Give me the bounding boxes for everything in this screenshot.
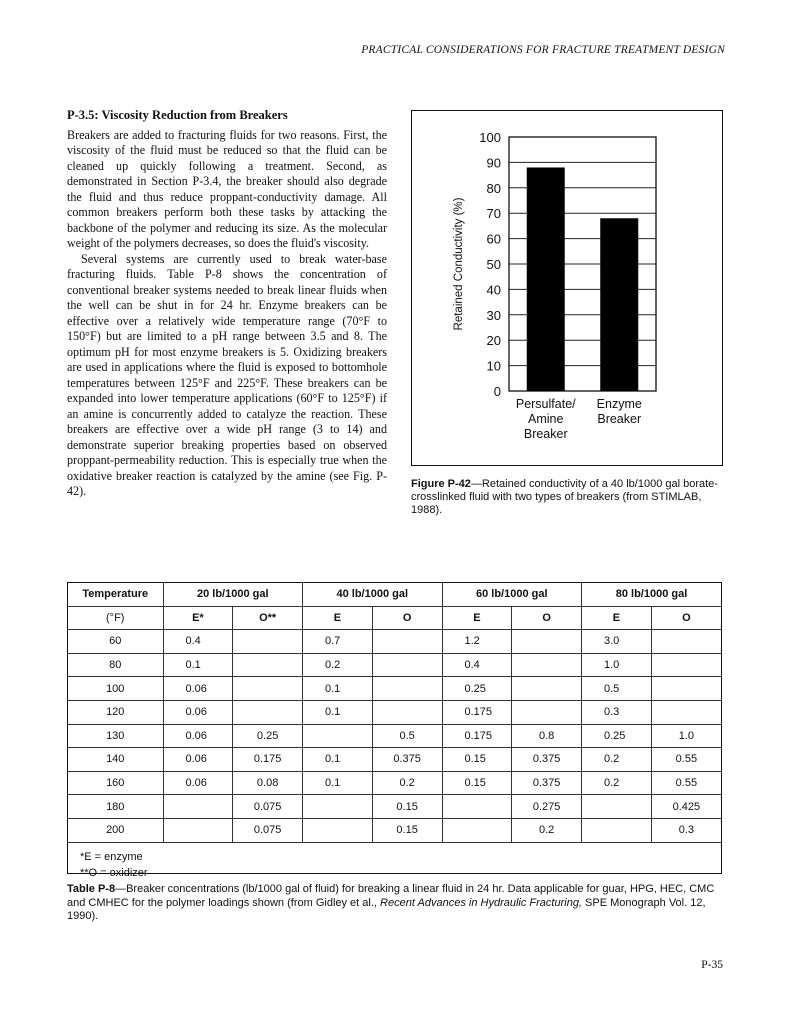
- value-cell: 0.06: [163, 677, 233, 701]
- sub-header-e: E*: [163, 606, 233, 630]
- table-row: [68, 771, 721, 795]
- value-cell: 0.7: [303, 630, 373, 654]
- sub-header-e: E: [442, 606, 512, 630]
- group-header-80: 80 lb/1000 gal: [582, 583, 722, 606]
- sub-header-o: O: [512, 606, 582, 630]
- table-label: Table P-8: [67, 883, 116, 895]
- x-category-label: Persulfate/: [515, 397, 576, 411]
- table-caption: [67, 883, 723, 924]
- sub-header-o: O**: [233, 606, 303, 630]
- value-cell: [372, 630, 442, 654]
- sub-header-e: E: [303, 606, 373, 630]
- value-cell: [372, 653, 442, 677]
- value-cell: 0.3: [582, 700, 652, 724]
- table-row: [68, 748, 721, 772]
- value-cell: 0.15: [442, 748, 512, 772]
- table-row: [68, 795, 721, 819]
- value-cell: 0.275: [512, 795, 582, 819]
- value-cell: [233, 653, 303, 677]
- table-sub-header-row: [68, 606, 721, 630]
- value-cell: 0.2: [582, 748, 652, 772]
- value-cell: [233, 700, 303, 724]
- value-cell: 0.425: [651, 795, 721, 819]
- value-cell: 0.175: [442, 700, 512, 724]
- value-cell: 0.15: [372, 818, 442, 842]
- table-row: [68, 630, 721, 654]
- value-cell: 0.375: [372, 748, 442, 772]
- value-cell: [651, 700, 721, 724]
- value-cell: 0.06: [163, 700, 233, 724]
- value-cell: [163, 795, 233, 819]
- value-cell: [582, 795, 652, 819]
- value-cell: 0.075: [233, 818, 303, 842]
- value-cell: 0.175: [233, 748, 303, 772]
- group-header-20: 20 lb/1000 gal: [163, 583, 303, 606]
- value-cell: 0.06: [163, 748, 233, 772]
- value-cell: 0.25: [442, 677, 512, 701]
- body-paragraph: Breakers are added to fracturing fluids for two reasons. First, the viscosity of the fluid must be reduced so that the fluid can be cleaned up quickly following a treatment. Second, as demonstrated in Section P-3.4, the breaker should also degrade the fluid and thus reduce proppant-conductivity damage. All common breakers perform both these tasks by attacking the backbone of the polymer and reducing its size. As the molecular weight of the polymers decreases, so does the fluid's viscosity.: [67, 127, 387, 250]
- value-cell: 0.4: [163, 630, 233, 654]
- bar: [527, 167, 565, 391]
- temperature-cell: 130: [68, 724, 163, 748]
- value-cell: [372, 700, 442, 724]
- y-tick-label: 0: [493, 384, 501, 399]
- y-tick-label: 90: [486, 155, 501, 171]
- value-cell: 3.0: [582, 630, 652, 654]
- value-cell: [442, 795, 512, 819]
- value-cell: 0.08: [233, 771, 303, 795]
- value-cell: 0.5: [582, 677, 652, 701]
- y-tick-label: 70: [486, 206, 501, 222]
- y-tick-label: 10: [486, 358, 501, 374]
- value-cell: 0.1: [163, 653, 233, 677]
- value-cell: 0.25: [233, 724, 303, 748]
- value-cell: 0.2: [303, 653, 373, 677]
- figure-label: Figure P-42: [411, 478, 471, 490]
- x-category-label: Enzyme: [596, 397, 642, 411]
- value-cell: 0.8: [512, 724, 582, 748]
- value-cell: [512, 700, 582, 724]
- temperature-cell: 120: [68, 700, 163, 724]
- body-section: [67, 108, 387, 500]
- value-cell: 0.55: [651, 771, 721, 795]
- figure-caption-text: —Retained conductivity of a 40 lb/1000 gal borate-crosslinked fluid with two types of breakers (from STIMLAB, 1988).: [411, 478, 718, 516]
- value-cell: 0.4: [442, 653, 512, 677]
- table-group-header-row: [68, 583, 721, 606]
- value-cell: [303, 724, 373, 748]
- value-cell: [442, 818, 512, 842]
- value-cell: 0.15: [372, 795, 442, 819]
- y-tick-label: 100: [479, 130, 501, 145]
- page-number: P-35: [701, 959, 723, 971]
- value-cell: 0.55: [651, 748, 721, 772]
- value-cell: [512, 630, 582, 654]
- figure-caption: [411, 478, 721, 517]
- temperature-cell: 100: [68, 677, 163, 701]
- value-cell: 0.1: [303, 677, 373, 701]
- value-cell: 0.3: [651, 818, 721, 842]
- table-p8: [67, 582, 722, 879]
- table-row: [68, 818, 721, 842]
- y-tick-label: 30: [486, 307, 501, 323]
- col-header-unit: (°F): [68, 606, 163, 630]
- value-cell: [651, 677, 721, 701]
- temperature-cell: 80: [68, 653, 163, 677]
- figure-p42: [411, 110, 723, 466]
- value-cell: [582, 818, 652, 842]
- value-cell: 0.075: [233, 795, 303, 819]
- value-cell: 0.2: [372, 771, 442, 795]
- y-tick-label: 80: [486, 180, 501, 196]
- value-cell: 0.375: [512, 748, 582, 772]
- value-cell: [651, 653, 721, 677]
- group-header-40: 40 lb/1000 gal: [303, 583, 443, 606]
- value-cell: 0.5: [372, 724, 442, 748]
- value-cell: [512, 653, 582, 677]
- body-paragraph: Several systems are currently used to break water-base fracturing fluids. Table P-8 shows the concentration of conventional breaker systems needed to break linear fluids when the well can be shut in for 24 hr. Enzyme breakers can be effective over a relatively wide temperature range (70°F to 150°F) but are limited to a pH range between 3.5 and 8. The optimum pH for most enzyme breakers is 5. Oxidizing breakers are used in applications where the fluid is exposed to bottomhole temperatures between 125°F and 225°F. These breakers can be expanded into lower temperature applications (60°F to 125°F) if an amine is concurrently added to catalyze the reaction. These breakers are effective over a wide pH range (3 to 14) and demonstrate superior breaking properties based on observed proppant-permeability reduction. This is especially true when the oxidative breaker reaction is catalyzed by the amine (see Fig. P-42).: [67, 251, 387, 498]
- value-cell: 1.0: [582, 653, 652, 677]
- breaker-table: [68, 583, 721, 843]
- table-row: [68, 700, 721, 724]
- value-cell: [163, 818, 233, 842]
- value-cell: [372, 677, 442, 701]
- value-cell: 0.175: [442, 724, 512, 748]
- value-cell: 1.2: [442, 630, 512, 654]
- y-axis-label: Retained Conductivity (%): [453, 197, 465, 331]
- temperature-cell: 200: [68, 818, 163, 842]
- value-cell: 0.2: [582, 771, 652, 795]
- bar: [600, 218, 638, 391]
- y-tick-label: 60: [486, 231, 501, 247]
- x-category-label: Breaker: [597, 412, 642, 426]
- table-caption-text: —Breaker concentrations (lb/1000 gal of fluid) for breaking a linear fluid in 24 hr. Data applicable for guar, HPG, HEC, CMC and CMHEC for the polymer loadings shown (from Gidley et al.,: [67, 883, 715, 909]
- y-tick-label: 20: [486, 333, 501, 349]
- table-row: [68, 724, 721, 748]
- sub-header-o: O: [372, 606, 442, 630]
- section-heading: P-3.5: Viscosity Reduction from Breakers: [67, 108, 288, 122]
- value-cell: 0.375: [512, 771, 582, 795]
- sub-header-e: E: [582, 606, 652, 630]
- col-header-temperature: Temperature: [68, 583, 163, 606]
- value-cell: 0.1: [303, 771, 373, 795]
- temperature-cell: 180: [68, 795, 163, 819]
- value-cell: [303, 795, 373, 819]
- table-notes: [68, 843, 721, 881]
- value-cell: [233, 630, 303, 654]
- value-cell: 0.15: [442, 771, 512, 795]
- table-row: [68, 653, 721, 677]
- table-caption-italic: Recent Advances in Hydraulic Fracturing,: [380, 896, 582, 909]
- temperature-cell: 160: [68, 771, 163, 795]
- y-tick-label: 50: [486, 257, 501, 272]
- temperature-cell: 60: [68, 630, 163, 654]
- table-row: [68, 677, 721, 701]
- value-cell: [651, 630, 721, 654]
- table-caption-text: SPE Monograph Vol. 12, 1990).: [67, 896, 706, 922]
- value-cell: 0.1: [303, 700, 373, 724]
- table-note: **O = oxidizer: [80, 866, 148, 879]
- value-cell: 0.06: [163, 771, 233, 795]
- x-category-label: Amine: [528, 412, 564, 426]
- x-category-label: Breaker: [523, 427, 568, 441]
- value-cell: [233, 677, 303, 701]
- value-cell: 0.1: [303, 748, 373, 772]
- running-header: PRACTICAL CONSIDERATIONS FOR FRACTURE TREATMENT DESIGN: [361, 44, 725, 56]
- bar-chart: [412, 111, 722, 465]
- value-cell: 0.2: [512, 818, 582, 842]
- value-cell: 1.0: [651, 724, 721, 748]
- y-tick-label: 40: [486, 282, 501, 298]
- value-cell: 0.25: [582, 724, 652, 748]
- table-note: *E = enzyme: [80, 850, 143, 863]
- value-cell: [303, 818, 373, 842]
- group-header-60: 60 lb/1000 gal: [442, 583, 582, 606]
- temperature-cell: 140: [68, 748, 163, 772]
- sub-header-o: O: [651, 606, 721, 630]
- value-cell: [512, 677, 582, 701]
- value-cell: 0.06: [163, 724, 233, 748]
